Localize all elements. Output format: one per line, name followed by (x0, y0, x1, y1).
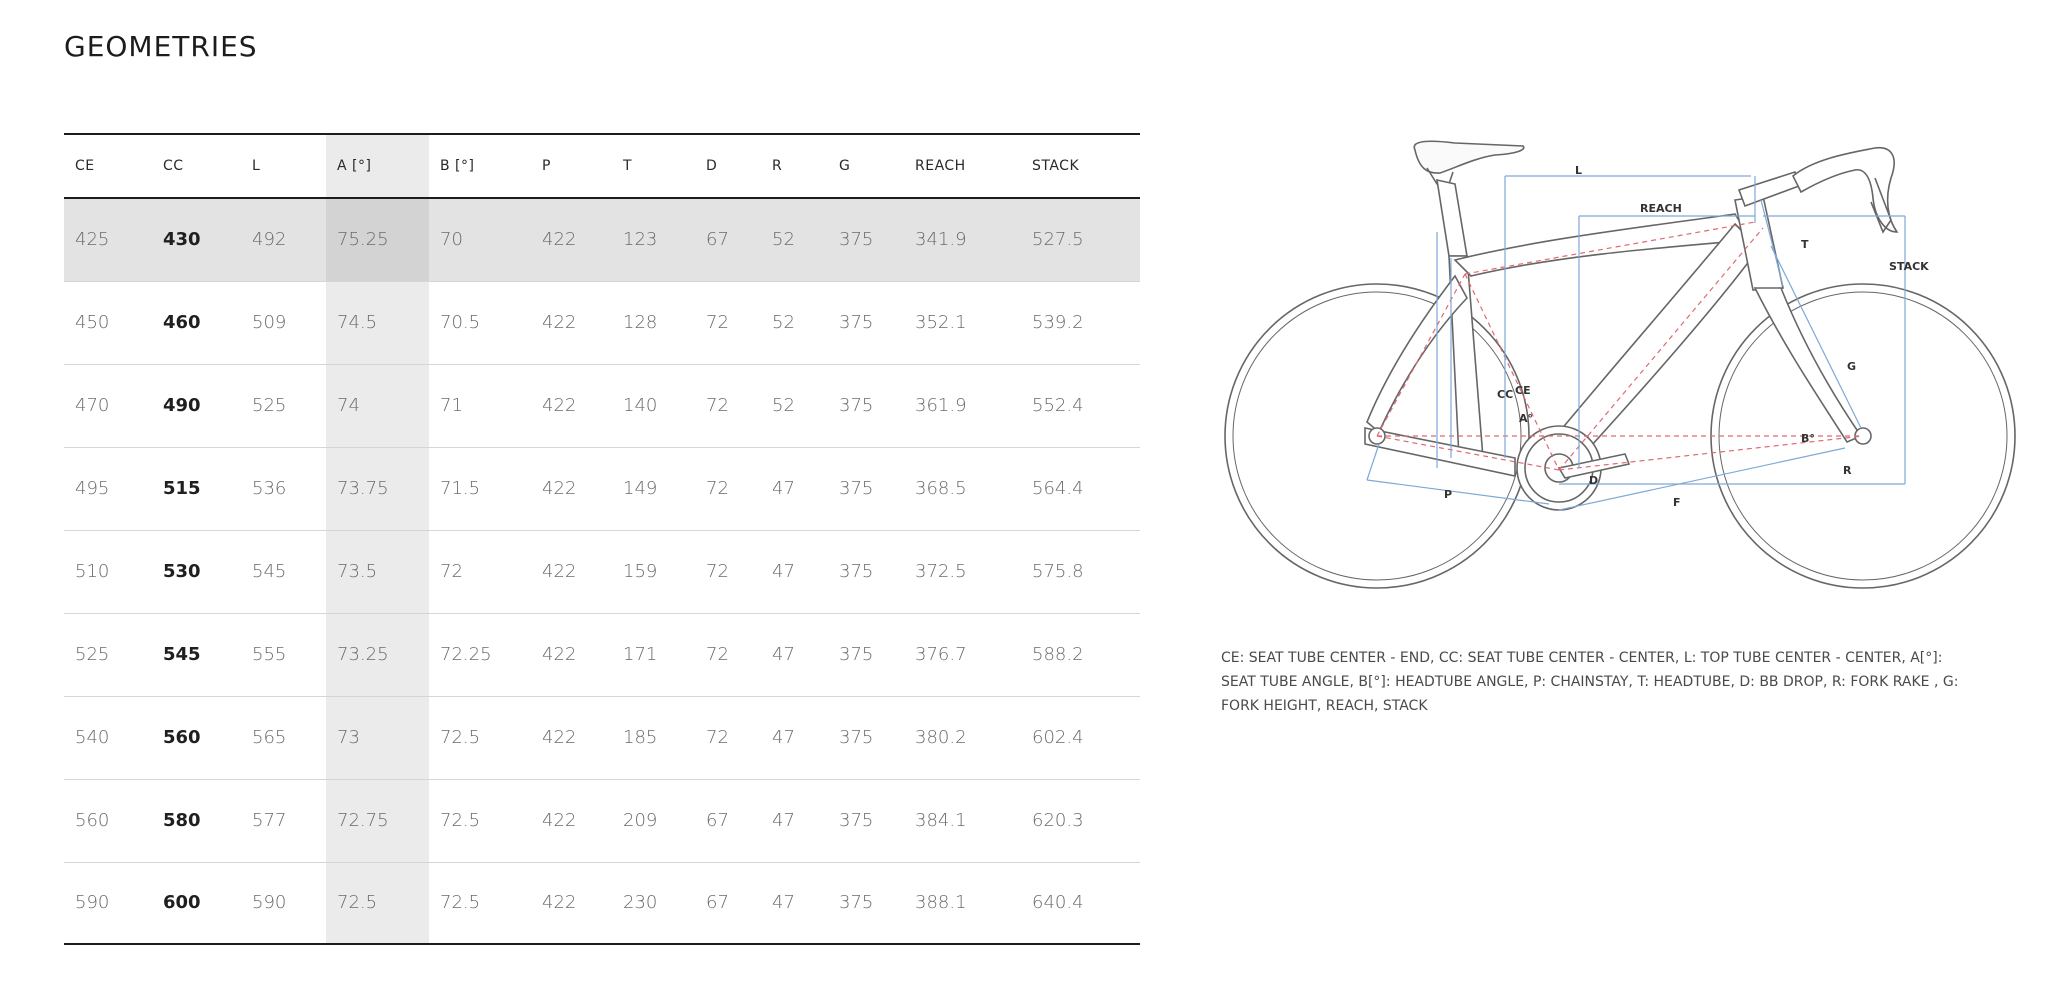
table-cell: 375 (839, 478, 874, 499)
table-cell: 525 (252, 395, 287, 416)
table-cell: 72 (706, 561, 729, 582)
diagram-label-d: D (1589, 474, 1599, 487)
table-cell: 490 (163, 395, 201, 416)
chain-stay (1365, 428, 1515, 476)
table-cell: 602.4 (1032, 727, 1084, 748)
table-cell: 123 (612, 198, 695, 281)
table-cell: 460 (163, 312, 201, 333)
column-header: CC (163, 158, 184, 174)
table-cell: 72 (706, 312, 729, 333)
table-cell: 73.5 (326, 530, 429, 613)
table-cell: 375 (839, 312, 874, 333)
table-cell: 74.5 (326, 281, 429, 364)
table-cell: 555 (252, 644, 287, 665)
table-cell: 72 (706, 644, 729, 665)
table-row (64, 696, 1140, 779)
table-cell: 72.5 (440, 892, 481, 914)
table-cell: 422 (542, 561, 577, 582)
column-header: P (542, 158, 551, 174)
table-cell: 71 (440, 395, 463, 416)
table-cell: 380.2 (915, 727, 967, 748)
table-cell: 600 (163, 892, 201, 914)
handlebar (1793, 148, 1897, 232)
table-cell: 495 (75, 478, 110, 499)
table-row (64, 447, 1140, 530)
saddle (1414, 141, 1524, 173)
table-cell: 375 (828, 198, 904, 281)
table-row (64, 364, 1140, 447)
table-cell: 230 (623, 892, 658, 914)
table-cell: 128 (623, 312, 658, 333)
table-cell: 67 (706, 810, 729, 831)
table-cell: 368.5 (915, 478, 967, 499)
table-cell: 352.1 (915, 312, 967, 333)
table-cell: 47 (772, 810, 795, 831)
table-cell: 72.5 (440, 810, 481, 831)
table-cell: 361.9 (915, 395, 967, 416)
table-cell: 588.2 (1032, 644, 1084, 665)
table-cell: 422 (542, 478, 577, 499)
table-cell: 577 (252, 810, 287, 831)
table-cell: 375 (839, 395, 874, 416)
table-cell: 171 (623, 644, 658, 665)
table-cell: 590 (75, 892, 110, 914)
table-cell: 560 (163, 727, 201, 748)
table-cell: 422 (542, 312, 577, 333)
table-cell: 470 (75, 395, 110, 416)
diagram-label-g: G (1847, 360, 1857, 373)
table-cell: 47 (772, 892, 795, 914)
table-cell: 388.1 (915, 892, 967, 914)
table-cell: 422 (542, 395, 577, 416)
table-cell: 72.5 (326, 862, 429, 944)
table-cell: 564.4 (1032, 478, 1084, 499)
table-cell: 450 (75, 312, 110, 333)
seat-post (1437, 180, 1467, 256)
stem (1739, 172, 1799, 206)
table-cell: 545 (163, 644, 201, 665)
table-row (64, 198, 1140, 281)
table-cell: 545 (252, 561, 287, 582)
table-cell: 72.5 (440, 727, 481, 748)
diagram-label-reach: REACH (1640, 202, 1682, 215)
diagram-label-stack: STACK (1889, 260, 1929, 273)
table-cell: 73 (326, 696, 429, 779)
column-header: REACH (915, 158, 966, 174)
table-cell: 72.25 (440, 644, 492, 665)
diagram-label-t: T (1801, 238, 1809, 251)
table-body (64, 198, 1140, 944)
table-cell: 72 (706, 478, 729, 499)
table-cell: 560 (75, 810, 110, 831)
table-cell: 422 (542, 810, 577, 831)
table-cell: 580 (163, 810, 201, 831)
table-cell: 540 (75, 727, 110, 748)
table-cell: 47 (772, 561, 795, 582)
diagram-label-cc: CC (1497, 388, 1514, 401)
table-cell: 375 (839, 644, 874, 665)
table-cell: 565 (252, 727, 287, 748)
table-cell: 159 (623, 561, 658, 582)
table-cell: 372.5 (915, 561, 967, 582)
table-header-row (64, 134, 1140, 198)
column-header: B [°] (440, 158, 475, 174)
table-cell: 52 (761, 198, 828, 281)
table-cell: 375 (839, 892, 874, 914)
table-row (64, 613, 1140, 696)
table-cell: 71.5 (440, 478, 481, 499)
geometry-table (64, 133, 1140, 945)
table-row (64, 862, 1140, 944)
table-cell: 620.3 (1032, 810, 1084, 831)
table-cell: 47 (772, 478, 795, 499)
table-cell: 590 (252, 892, 287, 914)
table-cell: 509 (252, 312, 287, 333)
diagram-label-f: F (1673, 496, 1681, 509)
table-cell: 527.5 (1021, 198, 1140, 281)
table-cell: 209 (623, 810, 658, 831)
table-cell: 510 (75, 561, 110, 582)
table-cell: 422 (542, 727, 577, 748)
column-header: STACK (1032, 158, 1080, 174)
table-cell: 422 (531, 198, 612, 281)
diagram-label-l: L (1575, 164, 1583, 177)
column-header: D (706, 158, 718, 174)
column-header: CE (75, 158, 95, 174)
table-cell: 552.4 (1032, 395, 1084, 416)
table-cell: 539.2 (1032, 312, 1084, 333)
table-cell: 422 (542, 892, 577, 914)
table-cell: 47 (772, 727, 795, 748)
table-cell: 72.75 (326, 779, 429, 862)
table-cell: 525 (75, 644, 110, 665)
column-header: R (772, 158, 783, 174)
diagram-label-r: R (1843, 464, 1852, 477)
column-header: A [°] (326, 134, 429, 198)
table-cell: 140 (623, 395, 658, 416)
table-cell: 52 (772, 312, 795, 333)
table-cell: 375 (839, 810, 874, 831)
table-cell: 536 (252, 478, 287, 499)
table-row (64, 281, 1140, 364)
table-cell: 72 (706, 395, 729, 416)
table-cell: 67 (695, 198, 761, 281)
table-cell: 384.1 (915, 810, 967, 831)
table-cell: 425 (64, 198, 152, 281)
table-cell: 185 (623, 727, 658, 748)
diagram-label-ce: CE (1515, 384, 1531, 397)
table-cell: 515 (163, 478, 201, 499)
table-cell: 75.25 (326, 198, 429, 281)
table-cell: 149 (623, 478, 658, 499)
seat-stay (1367, 276, 1467, 432)
table-cell: 575.8 (1032, 561, 1084, 582)
table-cell: 67 (706, 892, 729, 914)
diagram-label-p: P (1444, 488, 1453, 501)
table-cell: 376.7 (915, 644, 967, 665)
column-header: G (839, 158, 851, 174)
table-cell: 430 (152, 198, 241, 281)
diagram-label-b: B° (1801, 432, 1815, 445)
column-header: L (252, 158, 261, 174)
table-cell: 70 (429, 198, 531, 281)
table-cell: 70.5 (440, 312, 481, 333)
table-cell: 422 (542, 644, 577, 665)
table-row (64, 779, 1140, 862)
table-cell: 73.25 (326, 613, 429, 696)
table-cell: 73.75 (326, 447, 429, 530)
table-cell: 341.9 (904, 198, 1021, 281)
diagram-label-a: A° (1519, 412, 1534, 425)
table-row (64, 530, 1140, 613)
table-cell: 72 (440, 561, 463, 582)
geometry-legend: CE: SEAT TUBE CENTER - END, CC: SEAT TUBE CENTER - CENTER, L: TOP TUBE CENTER - CENTER, A[°]: SEAT TUBE ANGLE, B[°]: HEADTUBE ANGLE, P: CHAINSTAY, T: HEADTUBE, D: BB DROP, R: FORK RAKE , G: FORK HEIGHT, REACH, STACK (1221, 650, 1959, 714)
table-cell: 47 (772, 644, 795, 665)
table-cell: 72 (706, 727, 729, 748)
table-cell: 492 (241, 198, 326, 281)
bike-geometry-diagram (1215, 128, 2025, 628)
table-cell: 74 (326, 364, 429, 447)
table-cell: 375 (839, 727, 874, 748)
fork (1755, 288, 1861, 442)
table-cell: 375 (839, 561, 874, 582)
table-cell: 530 (163, 561, 201, 582)
table-cell: 52 (772, 395, 795, 416)
column-header: T (623, 158, 633, 174)
page-title: GEOMETRIES (64, 30, 258, 63)
table-cell: 640.4 (1032, 892, 1084, 914)
